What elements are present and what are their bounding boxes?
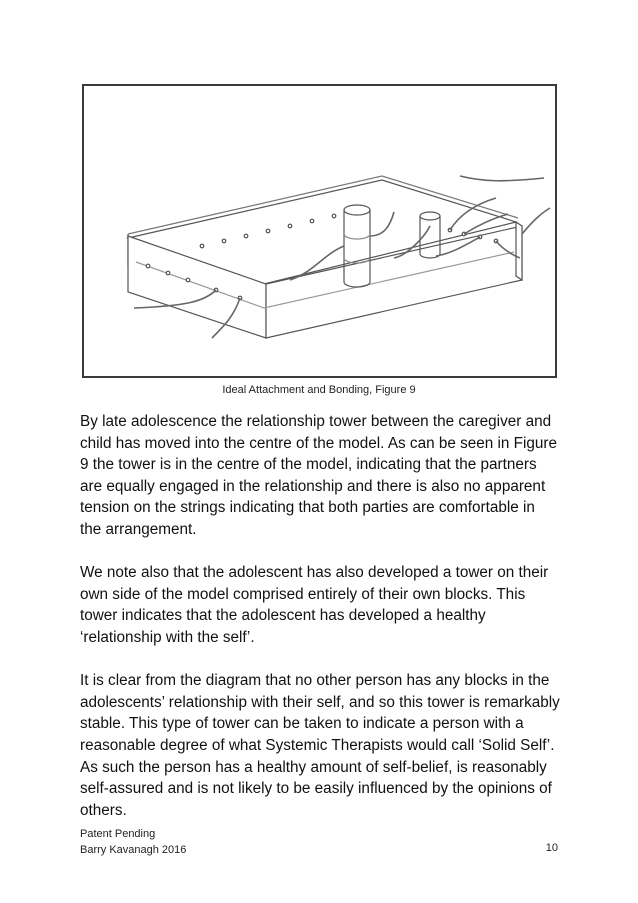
paragraph: By late adolescence the relationship tower between the caregiver and child has moved into the centre of the model. As can be seen in Figure 9 the tower is in the centre of the model, indicating that the partners are equally engaged in the relationship and there is also no apparent tension on the strings indicating that both parties are comfortable in the arrangement.	[80, 413, 558, 538]
paragraph: It is clear from the diagram that no other person has any blocks in the adolescents’ relationship with their self, and so this tower is remarkably stable. This type of tower can be taken to indicate a person with a reasonable degree of what Systemic Therapists would call ‘Solid Self’. As such the person has a healthy amount of self-belief, is reasonably self-assured and is not likely to be easily influenced by the opinions of others.	[80, 672, 560, 819]
body-text	[80, 411, 560, 843]
author-year-label: Barry Kavanagh 2016	[80, 844, 187, 856]
paragraph: We note also that the adolescent has also developed a tower on their own side of the model comprised entirely of their own blocks. This tower indicates that the adolescent has developed a healthy ‘relationship with the self’.	[80, 564, 549, 646]
figure-9-frame	[82, 84, 557, 378]
patent-pending-label: Patent Pending	[80, 828, 156, 840]
footer-left	[80, 826, 186, 858]
figure-9-diagram	[84, 86, 555, 376]
page-number: 10	[545, 842, 558, 854]
figure-caption: Ideal Attachment and Bonding, Figure 9	[222, 384, 416, 396]
